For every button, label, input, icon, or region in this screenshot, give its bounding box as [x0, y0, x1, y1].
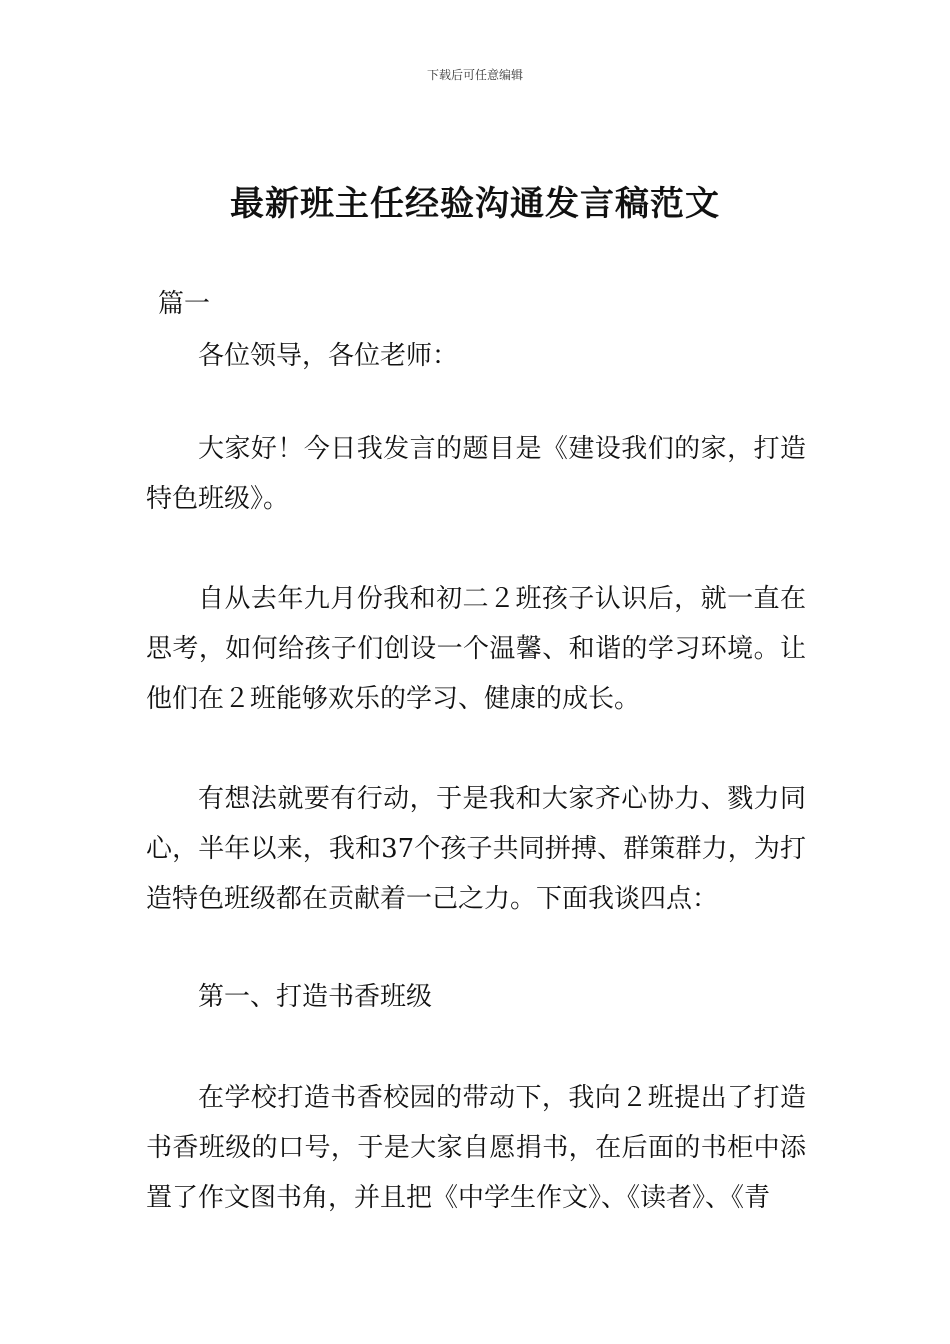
paragraph-heading-first: 第一、打造书香班级: [198, 982, 433, 1012]
header-note: 下载后可任意编辑: [426, 68, 523, 82]
paragraph-topic: 大家好！今日我发言的题目是《建设我们的家，打造特色班级》。: [146, 434, 806, 514]
paragraph-book-corner: 在学校打造书香校园的带动下，我向２班提出了打造书香班级的口号，于是大家自愿捐书，在后面的书柜中添置了作文图书角，并且把《中学生作文》、《读者》、《青: [146, 1083, 806, 1213]
paragraph-action: 有想法就要有行动，于是我和大家齐心协力、戮力同心，半年以来，我和37个孩子共同拼搏、群策群力，为打造特色班级都在贡献着一己之力。下面我谈四点：: [146, 784, 806, 914]
document-title: 最新班主任经验沟通发言稿范文: [230, 184, 720, 224]
paragraph-greeting: 各位领导，各位老师：: [198, 341, 459, 371]
paragraph-background: 自从去年九月份我和初二２班孩子认识后，就一直在思考，如何给孩子们创设一个温馨、和谐的学习环境。让他们在２班能够欢乐的学习、健康的成长。: [146, 584, 806, 714]
section-label: 篇一: [158, 289, 211, 319]
